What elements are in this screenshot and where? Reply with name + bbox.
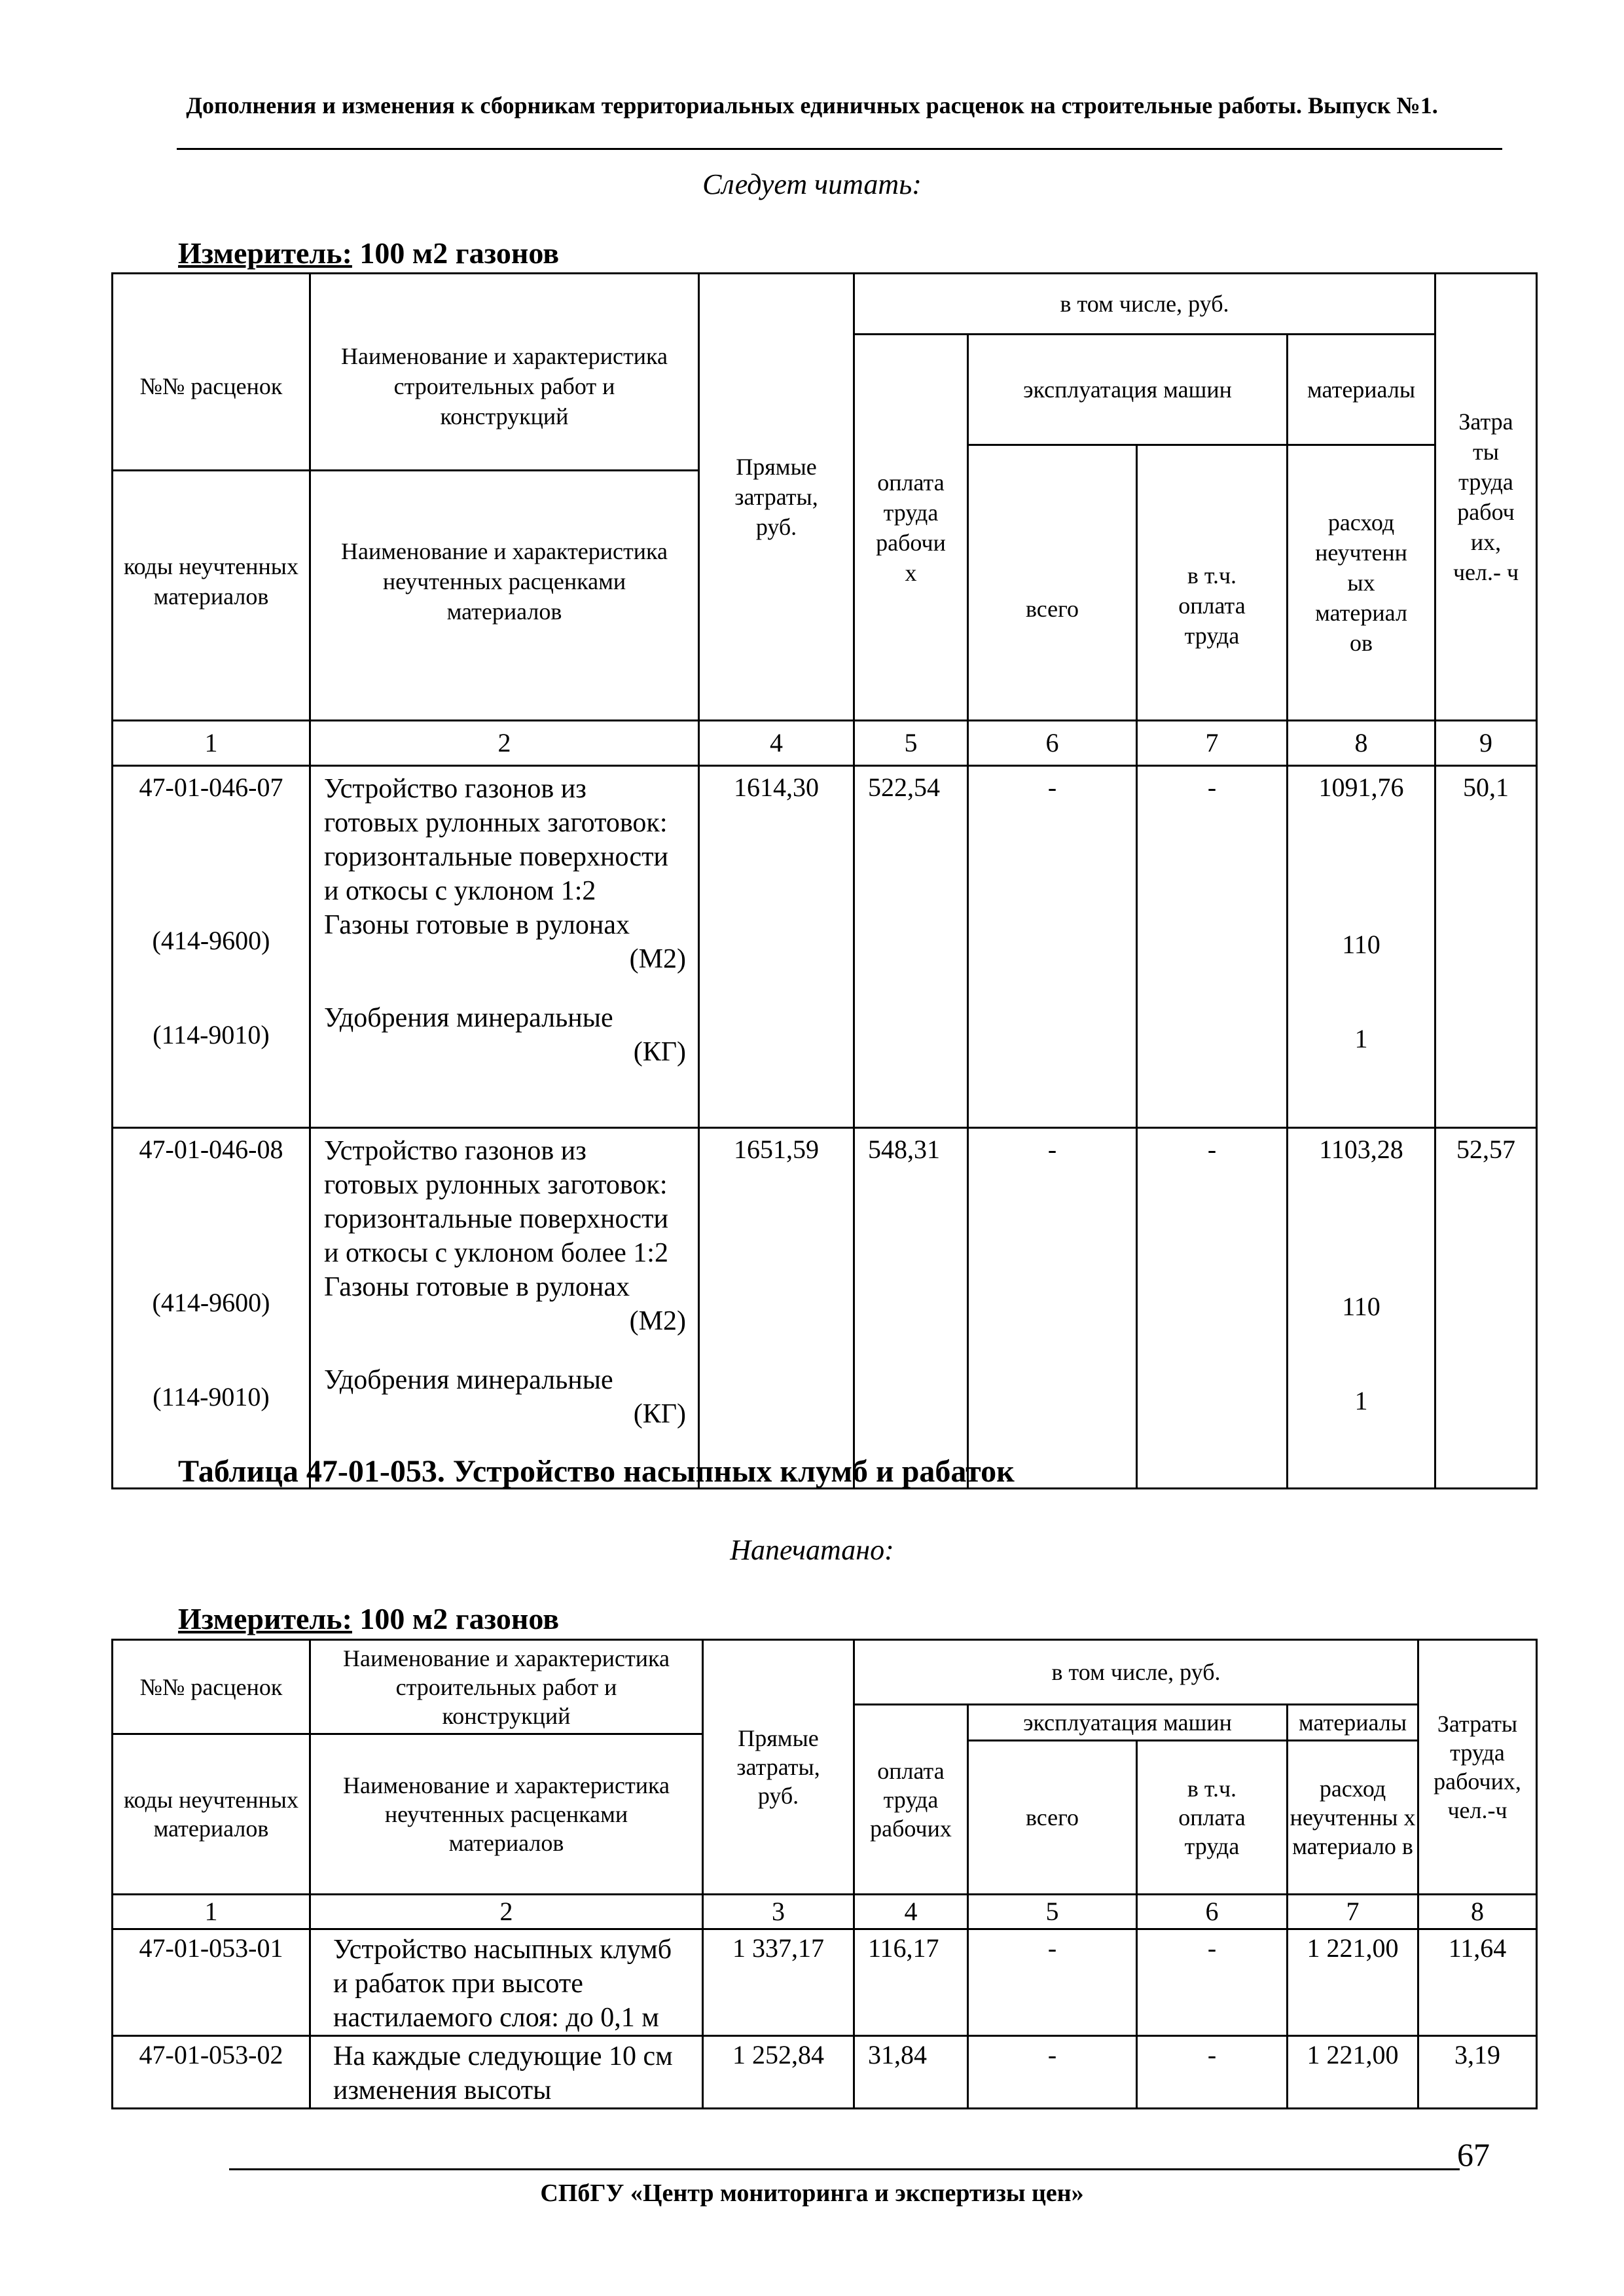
colnum-4: 4 [854, 1895, 968, 1929]
measure-value: 100 м2 газонов [359, 236, 560, 270]
section2-label: Напечатано: [730, 1534, 894, 1566]
sub-unit: (М2) [629, 1306, 686, 1336]
row-name-cell [310, 766, 699, 1128]
sub-qty: 110 [1342, 930, 1380, 959]
head-name2: Наименование и характеристика неучтенных расценками материалов [343, 1772, 670, 1856]
head-machines-total: всего [968, 445, 1137, 721]
head-materials-unacc: расход неучтенн ых материал ов [1288, 445, 1435, 721]
colnum-6: 6 [1137, 1895, 1288, 1929]
colnum-5: 5 [968, 1895, 1137, 1929]
head-name-cell [310, 1640, 703, 1895]
footer-rule [229, 2168, 1460, 2170]
head-name-cell [310, 274, 699, 721]
row-labor-cost: 52,57 [1435, 1128, 1537, 1489]
head-machines-pay: в т.ч. оплата труда [1137, 445, 1288, 721]
row-direct: 1 252,84 [703, 2036, 854, 2109]
colnum-8: 8 [1418, 1895, 1537, 1929]
measure-value: 100 м2 газонов [359, 1602, 560, 1635]
row-materials-cell [1288, 766, 1435, 1128]
row-code: 47-01-053-02 [113, 2036, 310, 2109]
section1-label: Следует читать: [702, 168, 922, 200]
head-incl: в том числе, руб. [854, 274, 1435, 335]
section2-measure [178, 1601, 559, 1636]
head-num: №№ расценок [113, 302, 309, 471]
row-materials: 1 221,00 [1288, 2036, 1418, 2109]
colnum-3: 4 [699, 721, 854, 766]
row-labor: 116,17 [854, 1929, 968, 2036]
row-materials-cell [1288, 1128, 1435, 1489]
table-row [113, 2036, 1537, 2109]
head-machines-pay: в т.ч. оплата труда [1137, 1741, 1288, 1895]
page-number: 67 [1457, 2136, 1490, 2173]
row-name: На каждые следующие 10 см изменения высоты [310, 2036, 703, 2109]
colnum-7: 7 [1288, 1895, 1418, 1929]
head-num-cell [113, 274, 310, 721]
head-num-cell [113, 1640, 310, 1895]
head-materials: материалы [1288, 1705, 1418, 1741]
colnum-2: 2 [310, 1895, 703, 1929]
row-name: Устройство газонов из готовых рулонных заготовок: горизонтальные поверхности и откосы с уклоном более 1:2 [324, 1136, 669, 1268]
sub-code: (114-9010) [153, 1382, 270, 1412]
sub-unit: (КГ) [633, 1399, 686, 1429]
measure-prefix: Измеритель: [178, 1602, 352, 1635]
head-labor-pay: оплата труда рабочих [854, 1705, 968, 1895]
colnum-1: 1 [113, 721, 310, 766]
sub-code: (114-9010) [153, 1020, 270, 1049]
head-incl: в том числе, руб. [854, 1640, 1418, 1705]
row-mach-pay: - [1137, 1128, 1288, 1489]
row-name-cell [310, 1128, 699, 1489]
row-mach-total: - [968, 1128, 1137, 1489]
row-direct: 1651,59 [699, 1128, 854, 1489]
row-materials: 1 221,00 [1288, 1929, 1418, 2036]
row-mach-total: - [968, 1929, 1137, 2036]
row-mach-total: - [968, 766, 1137, 1128]
colnum-3: 3 [703, 1895, 854, 1929]
row-materials: 1103,28 [1319, 1135, 1403, 1164]
header-rule [177, 148, 1502, 150]
row-name: Устройство газонов из готовых рулонных заготовок: горизонтальные поверхности и откосы с уклоном 1:2 [324, 774, 669, 906]
row-labor-cost: 3,19 [1418, 2036, 1537, 2109]
sub-unit: (КГ) [633, 1037, 686, 1067]
head-num: №№ расценок [113, 1641, 309, 1735]
colnum-6: 7 [1137, 721, 1288, 766]
colnum-4: 5 [854, 721, 968, 766]
head-materials-unacc: расход неучтенны х материало в [1288, 1741, 1418, 1895]
row-direct: 1614,30 [699, 766, 854, 1128]
sub-qty: 1 [1354, 1024, 1368, 1053]
sub-name: Газоны готовые в рулонах [324, 910, 630, 940]
section1-measure [178, 236, 559, 270]
document-header: Дополнения и изменения к сборникам территориальных единичных расценок на строительные работы. Выпуск №1. [186, 92, 1438, 118]
head-codes: коды неучтенных материалов [123, 553, 298, 610]
colnum-8: 9 [1435, 721, 1537, 766]
row-code: 47-01-046-08 [139, 1135, 283, 1164]
sub-name: Газоны готовые в рулонах [324, 1272, 630, 1302]
head-materials: материалы [1288, 335, 1435, 445]
row-code: 47-01-053-01 [113, 1929, 310, 2036]
head-direct: Прямые затраты, руб. [699, 274, 854, 721]
sub-code: (414-9600) [152, 926, 270, 955]
table-row [113, 1128, 1537, 1489]
row-materials: 1091,76 [1318, 773, 1404, 802]
head-labor-pay: оплата труда рабочи х [854, 335, 968, 721]
row-labor: 31,84 [854, 2036, 968, 2109]
head-name: Наименование и характеристика строительных работ и конструкций [311, 302, 698, 471]
colnum-5: 6 [968, 721, 1137, 766]
sub-code: (414-9600) [152, 1288, 270, 1317]
head-labor-cost: Затра ты труда рабоч их, чел.- ч [1435, 274, 1537, 721]
row-mach-total: - [968, 2036, 1137, 2109]
row-code: 47-01-046-07 [139, 773, 283, 802]
head-machines-total: всего [968, 1741, 1137, 1895]
footer-org: СПбГУ «Центр мониторинга и экспертизы цен» [540, 2179, 1084, 2207]
measure-prefix: Измеритель: [178, 236, 352, 270]
row-name: Устройство насыпных клумб и рабаток при высоте настилаемого слоя: до 0,1 м [310, 1929, 703, 2036]
row-code-cell [113, 1128, 310, 1489]
sub-name: Удобрения минеральные [324, 1365, 613, 1395]
section1-table [111, 272, 1538, 1489]
row-labor-cost: 11,64 [1418, 1929, 1537, 2036]
head-machines: эксплуатация машин [968, 335, 1288, 445]
section2-table-title: Таблица 47-01-053. Устройство насыпных клумб и рабаток [178, 1454, 1015, 1489]
head-name2: Наименование и характеристика неучтенных расценками материалов [341, 538, 668, 625]
row-mach-pay: - [1137, 766, 1288, 1128]
colnum-2: 2 [310, 721, 699, 766]
row-labor: 548,31 [854, 1128, 968, 1489]
sub-qty: 1 [1354, 1386, 1368, 1415]
sub-qty: 110 [1342, 1292, 1380, 1321]
colnum-7: 8 [1288, 721, 1435, 766]
section2-table [111, 1639, 1538, 2109]
sub-name: Удобрения минеральные [324, 1003, 613, 1033]
table-row [113, 1929, 1537, 2036]
row-code-cell [113, 766, 310, 1128]
row-mach-pay: - [1137, 2036, 1288, 2109]
head-name: Наименование и характеристика строительных работ и конструкций [311, 1641, 702, 1735]
row-labor-cost: 50,1 [1435, 766, 1537, 1128]
row-direct: 1 337,17 [703, 1929, 854, 2036]
head-labor-cost: Затраты труда рабочих, чел.-ч [1418, 1640, 1537, 1895]
head-direct: Прямые затраты, руб. [703, 1640, 854, 1895]
head-codes: коды неучтенных материалов [123, 1787, 298, 1842]
sub-unit: (М2) [629, 944, 686, 974]
colnum-1: 1 [113, 1895, 310, 1929]
row-mach-pay: - [1137, 1929, 1288, 2036]
head-machines: эксплуатация машин [968, 1705, 1288, 1741]
row-labor: 522,54 [854, 766, 968, 1128]
table-row [113, 766, 1537, 1128]
